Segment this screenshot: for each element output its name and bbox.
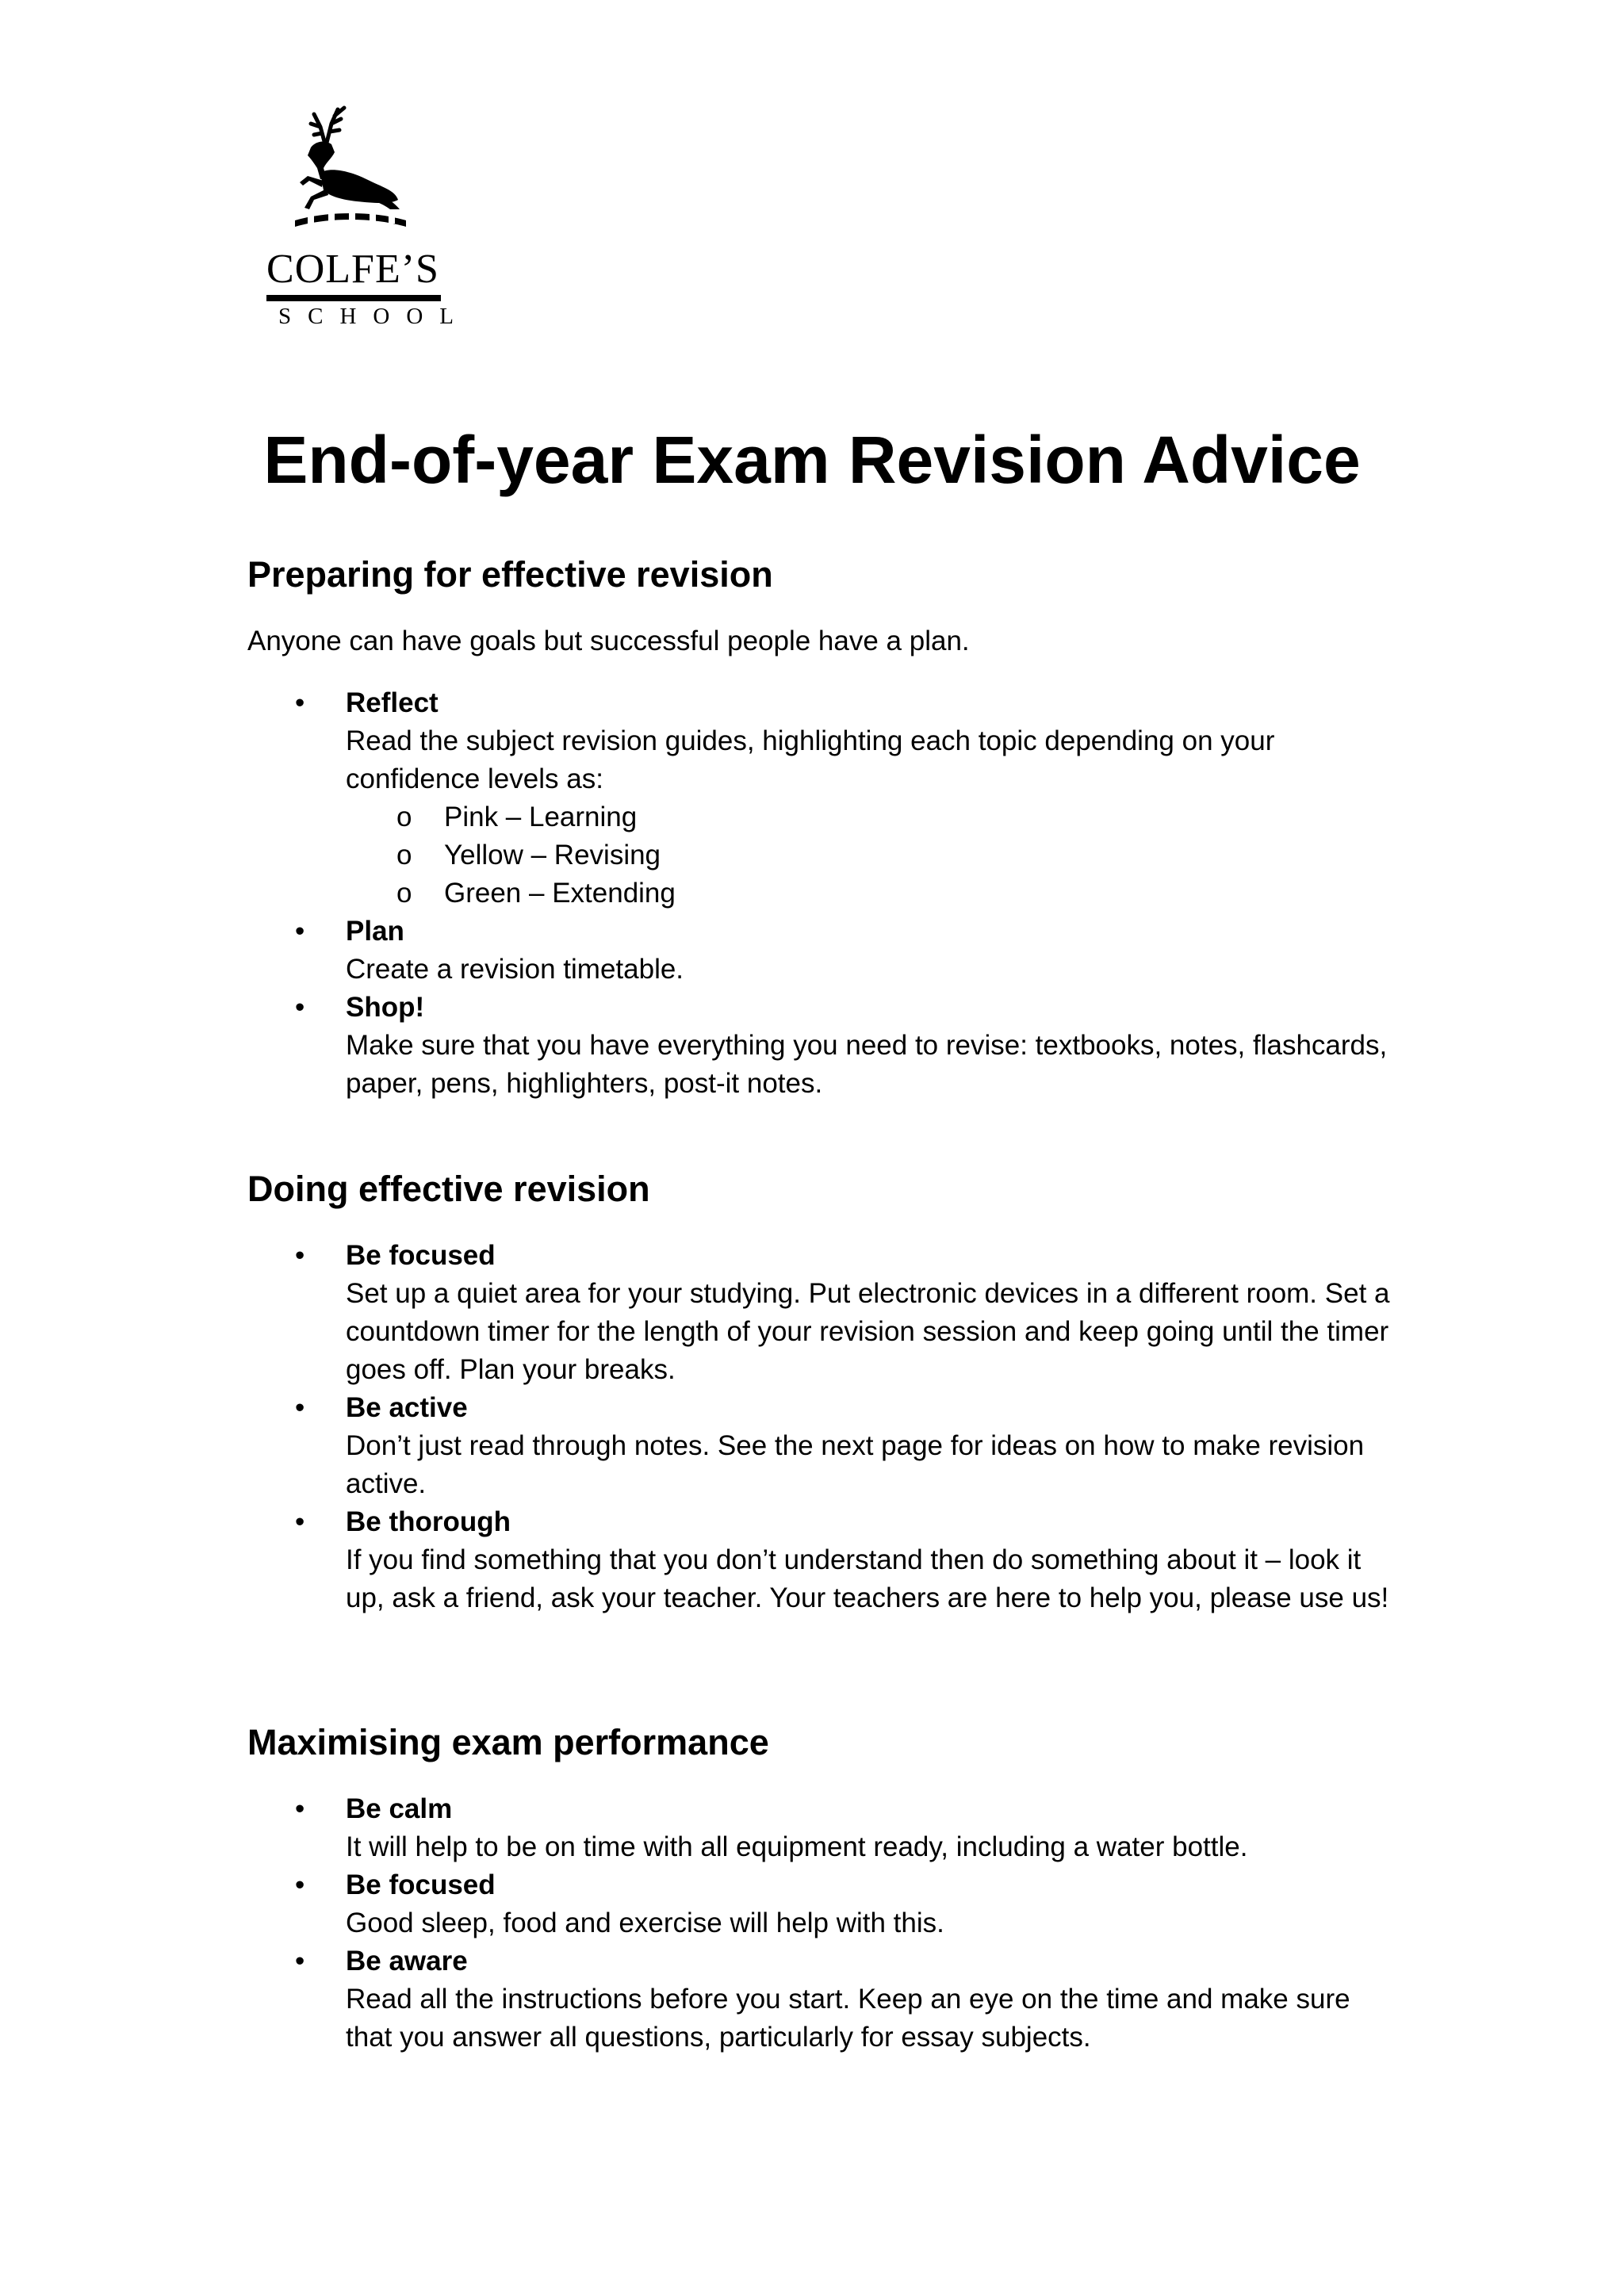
- sub-list-item: [346, 798, 1397, 836]
- bullet-icon: •: [295, 1240, 305, 1271]
- sub-bullet-icon: o: [396, 802, 412, 832]
- item-title: Reflect: [346, 687, 439, 718]
- section-intro: Anyone can have goals but successful people have a plan.: [247, 626, 970, 656]
- item-title: Be calm: [346, 1793, 453, 1824]
- item-title: Be focused: [346, 1240, 496, 1271]
- sub-item-text: Green – Extending: [444, 878, 676, 909]
- list-item: [247, 1942, 1397, 2057]
- section-heading: Maximising exam performance: [247, 1722, 769, 1762]
- bullet-icon: •: [295, 1946, 305, 1976]
- bullet-icon: •: [295, 992, 305, 1023]
- stag-emblem-icon: [279, 103, 422, 238]
- bullet-icon: •: [295, 1869, 305, 1900]
- item-body: Create a revision timetable.: [346, 954, 684, 985]
- item-body: Read all the instructions before you start. Keep an eye on the time and make sure that you answer all questions, particularly for essay subjects.: [346, 1984, 1350, 2053]
- item-body: Make sure that you have everything you need to revise: textbooks, notes, flashcards, paper, pens, highlighters, post-it notes.: [346, 1030, 1388, 1099]
- item-title: Be aware: [346, 1946, 468, 1976]
- item-body: If you find something that you don’t understand then do something about it – look it up, ask a friend, ask your teacher. Your teachers are here to help you, please use us!: [346, 1544, 1389, 1613]
- school-logo: [262, 103, 471, 329]
- item-body: Don’t just read through notes. See the next page for ideas on how to make revision active.: [346, 1430, 1365, 1499]
- item-title: Be thorough: [346, 1506, 511, 1537]
- item-body: Set up a quiet area for your studying. Put electronic devices in a different room. Set a countdown timer for the length of your revision session and keep going until the timer goes off. Plan your breaks.: [346, 1278, 1390, 1385]
- sub-bullet-icon: o: [396, 840, 412, 871]
- bullet-icon: •: [295, 916, 305, 947]
- school-subtitle: SCHOOL: [278, 304, 471, 329]
- list-item: [247, 1389, 1397, 1503]
- sub-bullet-icon: o: [396, 878, 412, 909]
- bullet-icon: •: [295, 1506, 305, 1537]
- item-title: Plan: [346, 916, 404, 947]
- bullet-icon: •: [295, 1793, 305, 1824]
- item-title: Shop!: [346, 992, 425, 1023]
- sub-list-item: [346, 874, 1397, 913]
- item-title: Be active: [346, 1392, 468, 1423]
- list-item: [247, 1866, 1397, 1942]
- bullet-list: [247, 1790, 1397, 2057]
- list-item: [247, 684, 1397, 913]
- logo-divider: [266, 295, 441, 301]
- section-heading: Preparing for effective revision: [247, 554, 773, 595]
- item-body: Read the subject revision guides, highlighting each topic depending on your confidence levels as:: [346, 725, 1275, 794]
- list-item: [247, 913, 1397, 989]
- page-title: End-of-year Exam Revision Advice: [263, 423, 1361, 497]
- sub-list: [346, 798, 1397, 913]
- bullet-list: [247, 1237, 1397, 1617]
- sub-list-item: [346, 836, 1397, 874]
- sub-item-text: Yellow – Revising: [444, 840, 661, 871]
- item-body: Good sleep, food and exercise will help with this.: [346, 1908, 944, 1938]
- sub-item-text: Pink – Learning: [444, 802, 638, 832]
- item-body: It will help to be on time with all equipment ready, including a water bottle.: [346, 1831, 1248, 1862]
- bullet-icon: •: [295, 687, 305, 718]
- list-item: [247, 1790, 1397, 1866]
- section-maximising: [247, 1719, 1397, 2057]
- bullet-icon: •: [295, 1392, 305, 1423]
- bullet-list: [247, 684, 1397, 1103]
- school-name: COLFE’S: [266, 247, 439, 292]
- list-item: [247, 1503, 1397, 1617]
- section-heading: Doing effective revision: [247, 1169, 650, 1209]
- item-title: Be focused: [346, 1869, 496, 1900]
- section-preparing: [247, 551, 1397, 1103]
- list-item: [247, 1237, 1397, 1389]
- list-item: [247, 989, 1397, 1103]
- section-doing: [247, 1165, 1397, 1617]
